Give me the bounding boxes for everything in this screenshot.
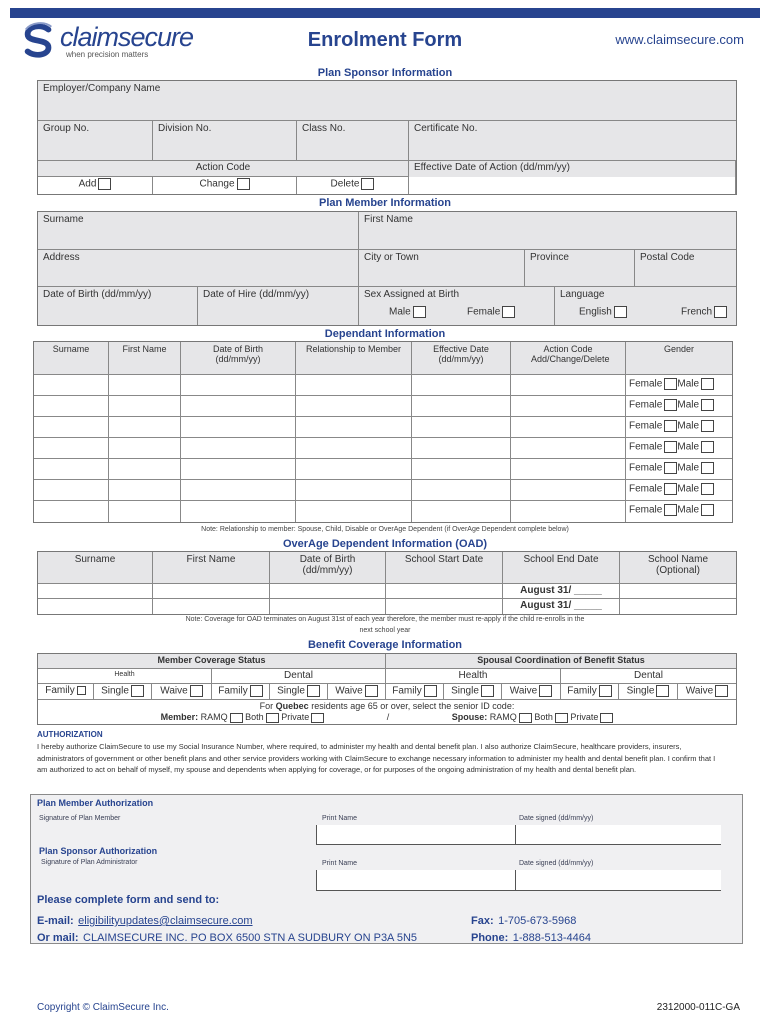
dependant-cell[interactable] xyxy=(34,417,109,438)
spouse-dental-waive-checkbox[interactable] xyxy=(715,685,728,697)
phone-number: 1-888-513-4464 xyxy=(512,932,592,944)
oad-note-line1: Note: Coverage for OAD terminates on August 31st of each year therefore, the member must re-apply if the child re-enrolls in the xyxy=(185,616,585,623)
dependant-cell[interactable] xyxy=(34,501,109,522)
certificate-no-label: Certificate No. xyxy=(414,123,478,134)
dependant-cell[interactable] xyxy=(181,438,296,459)
authorization-box xyxy=(30,794,743,944)
spouse-dental-single xyxy=(619,684,678,700)
dependant-gender-cell xyxy=(626,480,732,501)
dependant-male-checkbox[interactable] xyxy=(701,483,714,495)
dependant-female-checkbox[interactable] xyxy=(664,378,677,390)
oad-title: OverAge Dependent Information (OAD) xyxy=(282,538,488,550)
dependant-cell[interactable] xyxy=(511,459,626,480)
action-change xyxy=(153,177,297,194)
fax-number: 1-705-673-5968 xyxy=(498,915,577,927)
dependant-cell[interactable] xyxy=(296,396,412,417)
action-add xyxy=(38,177,153,194)
dependant-cell[interactable] xyxy=(296,501,412,522)
employer-label: Employer/Company Name xyxy=(43,83,161,94)
sponsor-print-name-label: Print Name xyxy=(322,860,358,867)
logo-wordmark: claimsecure xyxy=(60,22,194,52)
spouse-dental-single-checkbox[interactable] xyxy=(656,685,669,697)
dependant-cell[interactable] xyxy=(109,480,181,501)
division-no-field[interactable] xyxy=(153,121,297,161)
oad-cell[interactable] xyxy=(38,584,153,599)
email-label: E-mail: xyxy=(37,915,74,927)
dependant-cell[interactable] xyxy=(511,417,626,438)
dependant-title: Dependant Information xyxy=(324,328,446,340)
spousal-cob-label: Spousal Coordination of Benefit Status xyxy=(386,654,736,669)
private-label: Private xyxy=(570,712,599,722)
fax-line xyxy=(471,911,576,929)
dependant-cell[interactable] xyxy=(109,417,181,438)
dependant-cell[interactable] xyxy=(296,480,412,501)
sex-field xyxy=(359,287,555,325)
member-coverage-status-label: Member Coverage Status xyxy=(38,654,386,669)
dependant-cell[interactable] xyxy=(296,459,412,480)
member-dental-waive-checkbox[interactable] xyxy=(365,685,378,697)
class-no-field[interactable] xyxy=(297,121,409,161)
dependant-cell[interactable] xyxy=(109,501,181,522)
member-private-checkbox[interactable] xyxy=(311,713,324,723)
male-label: Male xyxy=(677,504,700,516)
female-label: Female xyxy=(629,483,663,495)
dependant-cell[interactable] xyxy=(181,501,296,522)
spouse-health-waive xyxy=(502,684,561,700)
phone-label: Phone: xyxy=(471,932,509,944)
female-label: Female xyxy=(629,504,663,516)
mail-label: Or mail: xyxy=(37,932,79,944)
dependant-gender-cell xyxy=(626,501,732,522)
language-label: Language xyxy=(560,289,605,300)
province-label: Province xyxy=(530,252,569,263)
dependant-female-checkbox[interactable] xyxy=(664,420,677,432)
dependant-cell[interactable] xyxy=(412,480,511,501)
dependant-female-checkbox[interactable] xyxy=(664,462,677,474)
oad-header-dob: Date of Birth (dd/mm/yy) xyxy=(270,552,386,584)
member-health-single xyxy=(94,684,152,700)
private-label: Private xyxy=(281,712,310,722)
member-health-family-checkbox[interactable] xyxy=(77,686,86,695)
dependant-cell[interactable] xyxy=(296,375,412,396)
english-label: English xyxy=(579,306,612,318)
oad-header-first-name: First Name xyxy=(153,552,270,584)
sex-label: Sex Assigned at Birth xyxy=(364,289,460,300)
dependant-cell[interactable] xyxy=(109,459,181,480)
oad-cell[interactable] xyxy=(38,599,153,614)
mail-address: CLAIMSECURE INC. PO BOX 6500 STN A SUDBURY ON P3A 5N5 xyxy=(83,932,418,944)
dependant-cell[interactable] xyxy=(412,438,511,459)
dependant-cell[interactable] xyxy=(34,375,109,396)
division-no-label: Division No. xyxy=(158,123,212,134)
english-checkbox[interactable] xyxy=(614,306,627,318)
dependant-cell[interactable] xyxy=(181,417,296,438)
dob-field[interactable] xyxy=(38,287,198,325)
benefit-table xyxy=(37,653,737,725)
dependant-cell[interactable] xyxy=(412,501,511,522)
email-line xyxy=(37,911,253,929)
email-link[interactable]: eligibilityupdates@claimsecure.com xyxy=(78,915,253,927)
male-label: Male xyxy=(677,441,700,453)
dependant-female-checkbox[interactable] xyxy=(664,441,677,453)
sponsor-date-signed-label: Date signed (dd/mm/yy) xyxy=(519,860,594,867)
family-label: Family xyxy=(218,685,248,697)
male-label: Male xyxy=(677,378,700,390)
dep-header-action-code: Action Code Add/Change/Delete xyxy=(511,342,626,375)
sponsor-date-input[interactable] xyxy=(515,870,721,891)
dependant-male-checkbox[interactable] xyxy=(701,399,714,411)
dependant-table xyxy=(33,341,733,523)
plan-sponsor-title: Plan Sponsor Information xyxy=(317,67,453,79)
spouse-health-single-checkbox[interactable] xyxy=(481,685,494,697)
dependant-female-checkbox[interactable] xyxy=(664,504,677,516)
benefit-title: Benefit Coverage Information xyxy=(307,639,463,651)
dependant-cell[interactable] xyxy=(412,375,511,396)
dependant-cell[interactable] xyxy=(109,396,181,417)
male-label: Male xyxy=(677,420,700,432)
dep-header-gender: Gender xyxy=(626,342,732,375)
both-label: Both xyxy=(245,712,264,722)
slash-divider: / xyxy=(386,712,390,722)
member-dental-single-checkbox[interactable] xyxy=(307,685,320,697)
dependant-male-checkbox[interactable] xyxy=(701,462,714,474)
spouse-ramq-checkbox[interactable] xyxy=(519,713,532,723)
male-label: Male xyxy=(677,462,700,474)
member-signature-label: Signature of Plan Member xyxy=(39,815,121,822)
dependant-cell[interactable] xyxy=(34,459,109,480)
spouse-health-single xyxy=(444,684,502,700)
oad-end-date-1[interactable]: August 31/ _____ xyxy=(503,584,620,599)
quebec-bold: Quebec xyxy=(275,701,309,711)
group-no-field[interactable] xyxy=(38,121,153,161)
member-dental-waive xyxy=(328,684,386,700)
dependant-male-checkbox[interactable] xyxy=(701,420,714,432)
dependant-cell[interactable] xyxy=(511,375,626,396)
single-label: Single xyxy=(277,685,305,697)
single-label: Single xyxy=(451,685,479,697)
dependant-cell[interactable] xyxy=(109,438,181,459)
phone-line xyxy=(471,928,591,946)
oad-header-school-start: School Start Date xyxy=(386,552,503,584)
top-color-bar xyxy=(10,8,760,18)
family-label: Family xyxy=(567,685,597,697)
oad-cell[interactable] xyxy=(386,599,503,614)
logo-tagline: when precision matters xyxy=(66,50,149,59)
waive-label: Waive xyxy=(509,685,538,697)
effective-date-label: Effective Date of Action (dd/mm/yy) xyxy=(409,161,735,177)
member-health-waive-checkbox[interactable] xyxy=(190,685,203,697)
plan-member-title: Plan Member Information xyxy=(318,197,452,209)
member-dental-family xyxy=(212,684,270,700)
dependant-female-checkbox[interactable] xyxy=(664,399,677,411)
dependant-cell[interactable] xyxy=(34,480,109,501)
spouse-dental-family-checkbox[interactable] xyxy=(599,685,612,697)
oad-table xyxy=(37,551,737,615)
single-label: Single xyxy=(626,685,655,697)
member-dental-single xyxy=(270,684,328,700)
oad-end-date-2[interactable]: August 31/ _____ xyxy=(503,599,620,614)
dependant-cell[interactable] xyxy=(34,396,109,417)
delete-checkbox[interactable] xyxy=(361,178,374,190)
oad-cell[interactable] xyxy=(153,584,270,599)
quebec-senior-section xyxy=(38,700,736,724)
female-checkbox[interactable] xyxy=(502,306,515,318)
add-checkbox[interactable] xyxy=(98,178,111,190)
spouse-senior-label: Spouse: xyxy=(451,712,488,722)
dob-label: Date of Birth (dd/mm/yy) xyxy=(43,289,152,300)
dep-header-effective-date: Effective Date (dd/mm/yy) xyxy=(412,342,511,375)
surname-label: Surname xyxy=(43,214,84,225)
member-senior-label: Member: xyxy=(160,712,199,722)
change-label: Change xyxy=(199,178,235,190)
language-field xyxy=(555,287,736,325)
add-label: Add xyxy=(78,178,97,190)
member-dental-label: Dental xyxy=(212,669,386,684)
member-health-single-checkbox[interactable] xyxy=(131,685,144,697)
waive-label: Waive xyxy=(335,685,363,697)
single-label: Single xyxy=(101,685,129,697)
dep-header-dob: Date of Birth (dd/mm/yy) xyxy=(181,342,296,375)
dependant-cell[interactable] xyxy=(34,438,109,459)
ramq-label: RAMQ xyxy=(200,712,228,722)
waive-label: Waive xyxy=(160,685,188,697)
member-print-name-label: Print Name xyxy=(322,815,358,822)
address-label: Address xyxy=(43,252,80,263)
oad-cell[interactable] xyxy=(153,599,270,614)
city-label: City or Town xyxy=(364,252,419,263)
female-label: Female xyxy=(629,420,663,432)
both-label: Both xyxy=(534,712,553,722)
dependant-male-checkbox[interactable] xyxy=(701,504,714,516)
dependant-cell[interactable] xyxy=(412,417,511,438)
member-dental-family-checkbox[interactable] xyxy=(250,685,263,697)
spouse-health-label: Health xyxy=(386,669,561,684)
doh-label: Date of Hire (dd/mm/yy) xyxy=(203,289,310,300)
female-label: Female xyxy=(629,378,663,390)
family-label: Family xyxy=(45,685,75,696)
dep-header-first-name: First Name xyxy=(109,342,181,375)
action-code-label: Action Code xyxy=(38,161,409,177)
oad-note-line2: next school year xyxy=(359,627,411,634)
dependant-cell[interactable] xyxy=(181,459,296,480)
member-ramq-checkbox[interactable] xyxy=(230,713,243,723)
effective-date-field[interactable] xyxy=(409,161,736,194)
family-label: Family xyxy=(392,685,422,697)
spouse-both-checkbox[interactable] xyxy=(555,713,568,723)
dependant-cell[interactable] xyxy=(109,375,181,396)
mail-line xyxy=(37,928,417,946)
website-url[interactable]: www.claimsecure.com xyxy=(615,32,744,47)
dependant-female-checkbox[interactable] xyxy=(664,483,677,495)
plan-member-auth-title: Plan Member Authorization xyxy=(37,798,154,808)
dependant-male-checkbox[interactable] xyxy=(701,378,714,390)
copyright: Copyright © ClaimSecure Inc. xyxy=(37,1002,169,1013)
oad-cell[interactable] xyxy=(270,599,386,614)
spouse-dental-family xyxy=(561,684,619,700)
change-checkbox[interactable] xyxy=(237,178,250,190)
male-label: Male xyxy=(677,399,700,411)
quebec-post: residents age 65 or over, select the senior ID code: xyxy=(311,701,515,711)
send-heading: Please complete form and send to: xyxy=(37,894,220,906)
dependant-gender-cell xyxy=(626,417,732,438)
member-health-family xyxy=(38,684,94,700)
waive-label: Waive xyxy=(685,685,714,697)
member-health-waive xyxy=(152,684,212,700)
employer-field[interactable] xyxy=(38,81,736,121)
dependant-note: Note: Relationship to member: Spouse, Child, Disable or OverAge Dependent (if OverAge Dependent complete below) xyxy=(201,526,569,533)
oad-header-surname: Surname xyxy=(38,552,153,584)
sponsor-signature-label: Signature of Plan Administrator xyxy=(41,859,138,866)
dependant-gender-cell xyxy=(626,375,732,396)
action-delete xyxy=(297,177,409,194)
dependant-cell[interactable] xyxy=(511,480,626,501)
dep-header-surname: Surname xyxy=(34,342,109,375)
spouse-dental-label: Dental xyxy=(561,669,736,684)
dependant-cell[interactable] xyxy=(181,396,296,417)
dependant-cell[interactable] xyxy=(181,375,296,396)
male-label: Male xyxy=(677,483,700,495)
surname-field[interactable] xyxy=(38,212,359,250)
spouse-health-waive-checkbox[interactable] xyxy=(539,685,552,697)
dependant-cell[interactable] xyxy=(511,501,626,522)
province-field[interactable] xyxy=(525,250,635,287)
form-title: Enrolment Form xyxy=(307,29,463,51)
oad-cell[interactable] xyxy=(620,599,736,614)
dependant-cell[interactable] xyxy=(511,396,626,417)
group-no-label: Group No. xyxy=(43,123,90,134)
class-no-label: Class No. xyxy=(302,123,346,134)
french-label: French xyxy=(681,306,713,318)
authorization-title: AUTHORIZATION xyxy=(37,730,103,739)
city-field[interactable] xyxy=(359,250,525,287)
postal-code-field[interactable] xyxy=(635,250,736,287)
first-name-label: First Name xyxy=(364,214,413,225)
oad-cell[interactable] xyxy=(620,584,736,599)
spouse-private-checkbox[interactable] xyxy=(600,713,613,723)
spouse-health-family-checkbox[interactable] xyxy=(424,685,437,697)
plan-member-grid xyxy=(37,211,737,326)
male-checkbox[interactable] xyxy=(413,306,426,318)
oad-header-school-name: School Name (Optional) xyxy=(620,552,736,584)
doh-field[interactable] xyxy=(198,287,359,325)
male-label: Male xyxy=(389,306,411,318)
spouse-dental-waive xyxy=(678,684,736,700)
dependant-cell[interactable] xyxy=(412,459,511,480)
quebec-pre: For xyxy=(259,701,274,711)
plan-sponsor-grid xyxy=(37,80,737,195)
french-checkbox[interactable] xyxy=(714,306,727,318)
dependant-cell[interactable] xyxy=(511,438,626,459)
member-date-signed-label: Date signed (dd/mm/yy) xyxy=(519,815,594,822)
quebec-note xyxy=(39,701,735,712)
fax-label: Fax: xyxy=(471,915,494,927)
dependant-cell[interactable] xyxy=(181,480,296,501)
dependant-gender-cell xyxy=(626,396,732,417)
female-label: Female xyxy=(467,306,501,318)
address-field[interactable] xyxy=(38,250,359,287)
first-name-field[interactable] xyxy=(359,212,736,250)
female-label: Female xyxy=(629,462,663,474)
dependant-cell[interactable] xyxy=(296,438,412,459)
member-health-label: Health xyxy=(38,669,212,684)
member-date-input[interactable] xyxy=(515,825,721,845)
spouse-health-family xyxy=(386,684,444,700)
oad-cell[interactable] xyxy=(270,584,386,599)
certificate-no-field[interactable] xyxy=(409,121,736,161)
dep-header-relationship: Relationship to Member xyxy=(296,342,412,375)
oad-header-school-end: School End Date xyxy=(503,552,620,584)
delete-label: Delete xyxy=(330,178,360,190)
ramq-label: RAMQ xyxy=(489,712,517,722)
dependant-male-checkbox[interactable] xyxy=(701,441,714,453)
authorization-text: I hereby authorize ClaimSecure to use my Social Insurance Number, where required, to administer my health and dental benefit plan. I also authorize ClaimSecure, healthcare providers, insurers, administrators of government or other benefit plans and other service providers working with ClaimSecure to exchange necessary information to administer my health and dental benefit plan. I confirm that I am authorized to act on behalf of myself, my spouse and dependents when applying for coverage, or for purposes of the ongoing administration of my health and dental benefit plan. xyxy=(37,742,716,774)
plan-sponsor-auth-title: Plan Sponsor Authorization xyxy=(39,846,158,856)
member-both-checkbox[interactable] xyxy=(266,713,279,723)
female-label: Female xyxy=(629,441,663,453)
postal-code-label: Postal Code xyxy=(640,252,695,263)
form-code: 2312000-011C-GA xyxy=(656,1002,740,1013)
dependant-cell[interactable] xyxy=(296,417,412,438)
dependant-gender-cell xyxy=(626,459,732,480)
female-label: Female xyxy=(629,399,663,411)
dependant-gender-cell xyxy=(626,438,732,459)
oad-cell[interactable] xyxy=(386,584,503,599)
dependant-cell[interactable] xyxy=(412,396,511,417)
